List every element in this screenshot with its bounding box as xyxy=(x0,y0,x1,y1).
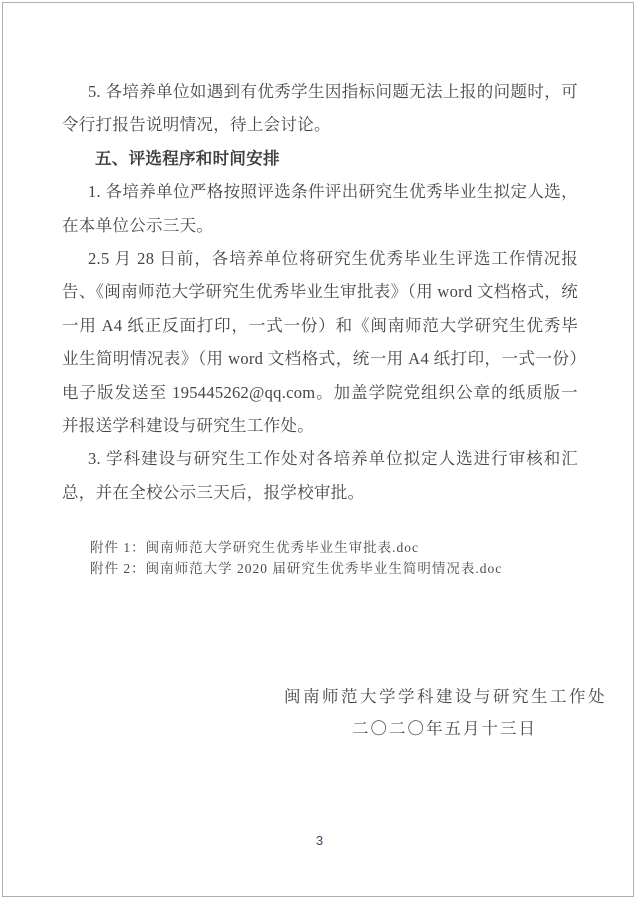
paragraph-item-2: 2.5 月 28 日前，各培养单位将研究生优秀毕业生评选工作情况报告、《闽南师范大学研究生优秀毕业生审批表》（用 word 文档格式，统一用 A4 纸正反面打印，一式一份）和《闽南师范大学研究生优秀毕业生简明情况表》（用 word 文档格式，统一用 A4 纸打印，一式一份）电子版发送至 195445262@qq.com。加盖学院党组织公章的纸质版一并报送学科建设与研究生工作处。 xyxy=(62,249,578,436)
attachment-line-1: 附件 1：闽南师范大学研究生优秀毕业生审批表.doc xyxy=(90,540,419,555)
signature-date: 二〇二〇年五月十三日 xyxy=(352,719,537,738)
attachments-list xyxy=(90,538,502,579)
signature-department: 闽南师范大学学科建设与研究生工作处 xyxy=(284,687,607,706)
document-body xyxy=(62,75,578,509)
attachment-line-2: 附件 2：闽南师范大学 2020 届研究生优秀毕业生简明情况表.doc xyxy=(90,560,503,576)
paragraph-item-3: 3. 学科建设与研究生工作处对各培养单位拟定人选进行审核和汇总，并在全校公示三天后，报学校审批。 xyxy=(62,449,578,502)
page-number: 3 xyxy=(315,833,324,848)
paragraph-item-1: 1. 各培养单位严格按照评选条件评出研究生优秀毕业生拟定人选，在本单位公示三天。 xyxy=(62,182,578,235)
section-heading: 五、评选程序和时间安排 xyxy=(95,148,280,168)
paragraph-item-5: 5. 各培养单位如遇到有优秀学生因指标问题无法上报的问题时，可令行打报告说明情况，待上会讨论。 xyxy=(62,82,578,135)
